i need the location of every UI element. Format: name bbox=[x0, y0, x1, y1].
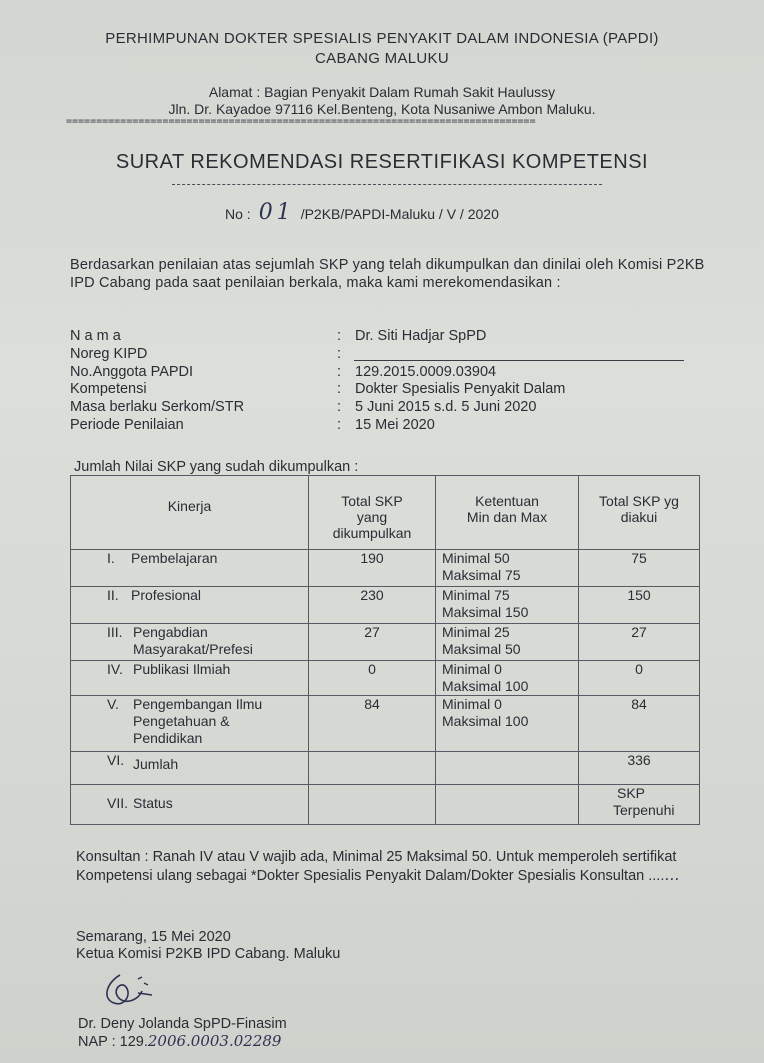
header-kinerja: Kinerja bbox=[71, 476, 309, 550]
konsultan-handwritten: … bbox=[664, 866, 680, 884]
signer-name: Dr. Deny Jolanda SpPD-Finasim bbox=[78, 1016, 287, 1032]
table-row bbox=[71, 661, 700, 696]
place-date-block bbox=[76, 929, 340, 963]
field-value: 15 Mei 2020 bbox=[355, 416, 435, 433]
nap-handwritten: 2006.0003.02289 bbox=[147, 1032, 282, 1050]
row-diakui: 0 bbox=[579, 661, 700, 696]
table-row bbox=[71, 550, 700, 587]
field-colon: : bbox=[337, 328, 342, 344]
number-label: No : bbox=[225, 206, 251, 222]
row-kinerja: VII. Status bbox=[71, 785, 309, 825]
table-row bbox=[71, 752, 700, 785]
row-total: 230 bbox=[309, 587, 436, 624]
row-ketentuan: Minimal 50 Maksimal 75 bbox=[436, 550, 579, 587]
field-label: N a m a bbox=[70, 328, 121, 344]
letter-number bbox=[225, 200, 499, 225]
number-suffix: /P2KB/PAPDI-Maluku / V / 2020 bbox=[300, 206, 499, 222]
row-total: 0 bbox=[309, 661, 436, 696]
row-kinerja: VI. Jumlah bbox=[71, 752, 309, 785]
field-colon: : bbox=[337, 381, 342, 398]
field-value: Dr. Siti Hadjar SpPD bbox=[355, 328, 487, 344]
field-value: Dokter Spesialis Penyakit Dalam bbox=[355, 381, 566, 398]
row-total: 84 bbox=[309, 696, 436, 752]
row-total: 27 bbox=[309, 624, 436, 661]
table-caption: Jumlah Nilai SKP yang sudah dikumpulkan : bbox=[74, 459, 359, 475]
row-diakui: SKP Terpenuhi bbox=[579, 785, 700, 825]
header-diakui: Total SKP yg diakui bbox=[579, 476, 700, 550]
noreg-blank-line bbox=[354, 360, 684, 361]
row-diakui: 150 bbox=[579, 587, 700, 624]
signer-nap: NAP : 129.2006.0003.02289 bbox=[78, 1032, 282, 1050]
table-row bbox=[71, 696, 700, 752]
address-line-1: Alamat : Bagian Penyakit Dalam Rumah Sakit Haulussy bbox=[208, 84, 556, 100]
number-handwritten: 01 bbox=[258, 200, 295, 225]
row-kinerja: V. Pengembangan Ilmu Pengetahuan & Pendidikan bbox=[71, 696, 309, 752]
row-total bbox=[309, 752, 436, 785]
org-name: PERHIMPUNAN DOKTER SPESIALIS PENYAKIT DALAM INDONESIA (PAPDI) bbox=[105, 30, 659, 47]
branch-name: CABANG MALUKU bbox=[315, 50, 449, 67]
document-title: SURAT REKOMENDASI RESERTIFIKASI KOMPETENSI bbox=[115, 151, 649, 173]
konsultan-note: Konsultan : Ranah IV atau V wajib ada, Minimal 25 Maksimal 50. Untuk memperoleh sertifikat Kompetensi ulang sebagai *Dokter Spesialis Penyakit Dalam/Dokter Spesialis Konsultan ....… bbox=[76, 849, 680, 884]
row-kinerja: II. Profesional bbox=[71, 587, 309, 624]
header-ketentuan: Ketentuan Min dan Max bbox=[436, 476, 579, 550]
field-colon: : bbox=[337, 399, 342, 416]
skp-table bbox=[70, 475, 700, 825]
row-diakui: 75 bbox=[579, 550, 700, 587]
field-colon: : bbox=[337, 363, 342, 380]
row-diakui: 84 bbox=[579, 696, 700, 752]
row-ketentuan: Minimal 25 Maksimal 50 bbox=[436, 624, 579, 661]
field-label: No.Anggota PAPDI bbox=[70, 363, 194, 380]
table-row bbox=[71, 587, 700, 624]
row-total bbox=[309, 785, 436, 825]
row-diakui: 336 bbox=[579, 752, 700, 785]
row-ketentuan: Minimal 0 Maksimal 100 bbox=[436, 696, 579, 752]
row-kinerja: IV. Publikasi Ilmiah bbox=[71, 661, 309, 696]
row-ketentuan bbox=[436, 785, 579, 825]
field-label: Masa berlaku Serkom/STR bbox=[70, 399, 245, 416]
row-kinerja: III. Pengabdian Masyarakat/Prefesi bbox=[71, 624, 309, 661]
row-total: 190 bbox=[309, 550, 436, 587]
field-value: 129.2015.0009.03904 bbox=[355, 363, 497, 380]
field-colon: : bbox=[337, 416, 342, 433]
header-total-skp: Total SKP yang dikumpulkan bbox=[309, 476, 436, 550]
field-value: 5 Juni 2015 s.d. 5 Juni 2020 bbox=[355, 399, 537, 416]
header-separator: ============================================================================== bbox=[66, 118, 536, 125]
field-label: Kompetensi bbox=[70, 381, 147, 398]
signer-block bbox=[78, 1016, 287, 1051]
address-line-2: Jln. Dr. Kayadoe 97116 Kel.Benteng, Kota Nusaniwe Ambon Maluku. bbox=[168, 101, 596, 117]
field-label: Noreg KIPD bbox=[70, 345, 148, 362]
table-header-row bbox=[71, 476, 700, 550]
row-ketentuan: Minimal 75 Maksimal 150 bbox=[436, 587, 579, 624]
table-row bbox=[71, 785, 700, 825]
intro-paragraph: Berdasarkan penilaian atas sejumlah SKP yang telah dikumpulkan dan dinilai oleh Komisi P2KB IPD Cabang pada saat penilaian berkala, maka kami merekomendasikan : bbox=[70, 257, 705, 291]
row-ketentuan bbox=[436, 752, 579, 785]
field-colon: : bbox=[337, 345, 342, 362]
row-ketentuan: Minimal 0 Maksimal 100 bbox=[436, 661, 579, 696]
signature-mark bbox=[98, 965, 168, 1013]
table-row bbox=[71, 624, 700, 661]
title-underline bbox=[172, 184, 602, 185]
signer-position: Ketua Komisi P2KB IPD Cabang. Maluku bbox=[76, 946, 341, 962]
field-label: Periode Penilaian bbox=[70, 416, 184, 433]
row-diakui: 27 bbox=[579, 624, 700, 661]
place-date: Semarang, 15 Mei 2020 bbox=[76, 929, 231, 945]
row-kinerja: I. Pembelajaran bbox=[71, 550, 309, 587]
